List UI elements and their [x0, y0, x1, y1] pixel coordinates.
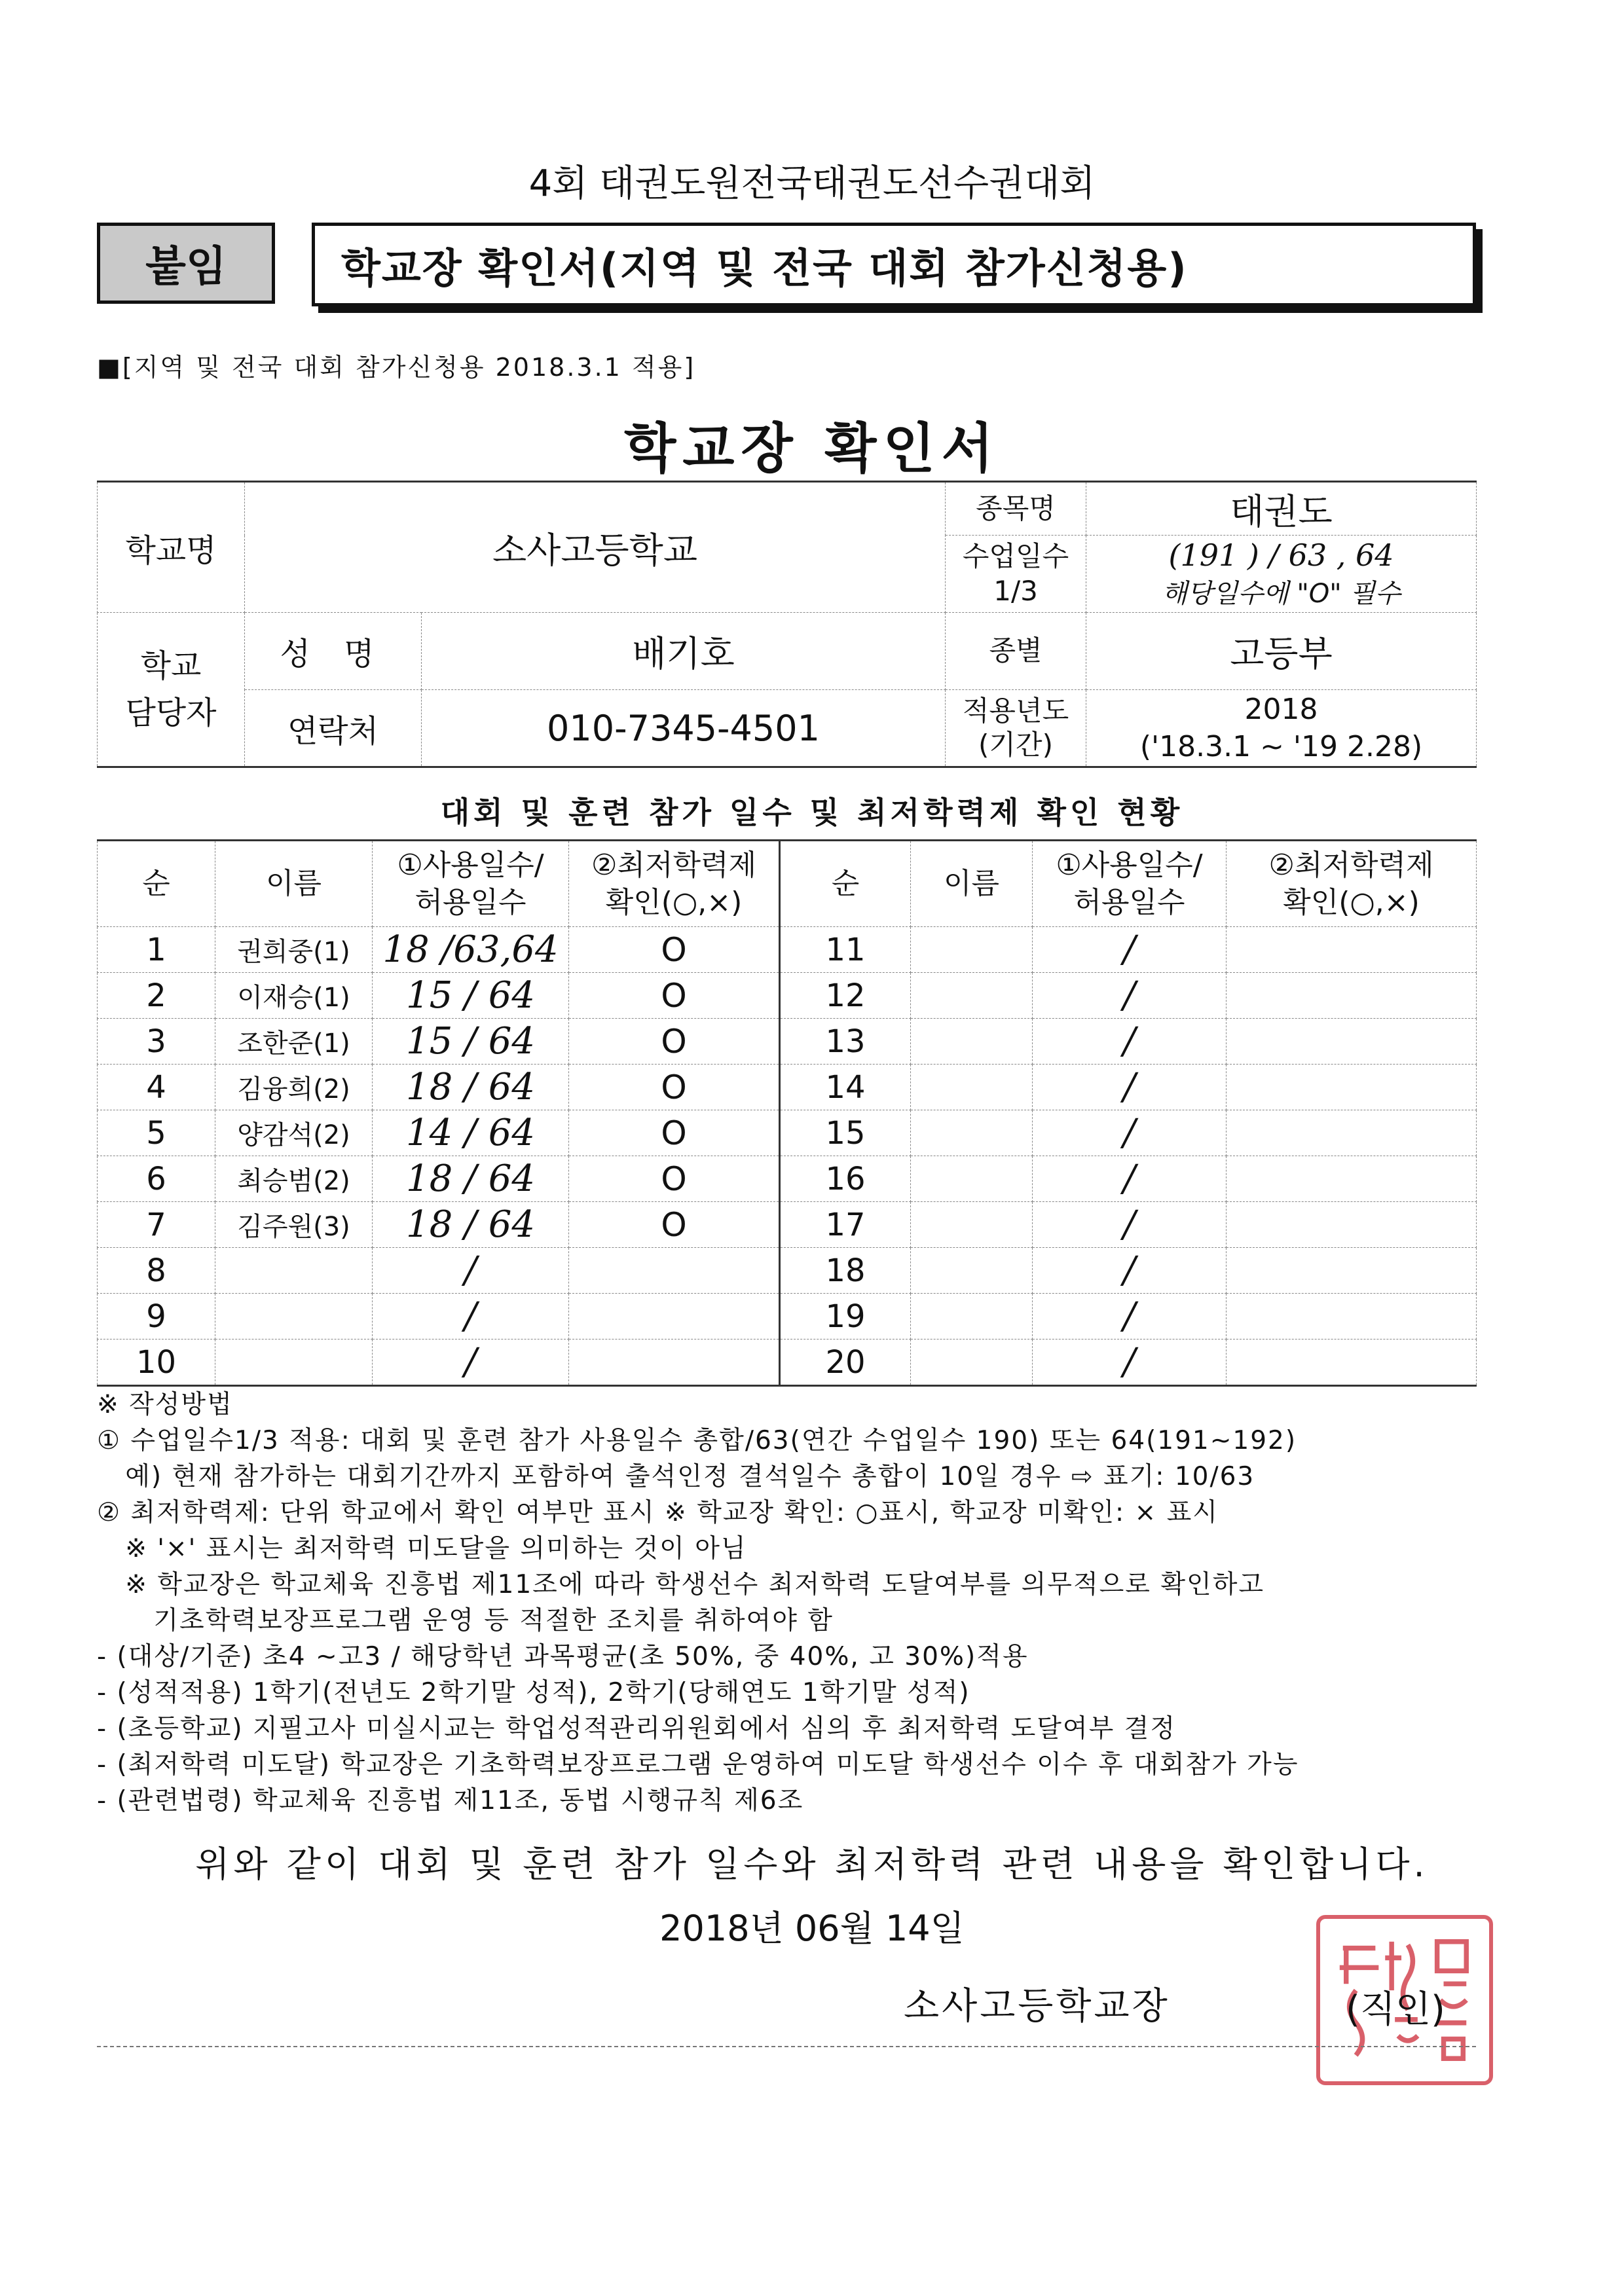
manager-label: [98, 613, 245, 767]
seal-label: (직인): [1346, 1988, 1445, 2031]
issue-date: 2018년 06월 14일: [659, 1908, 965, 1949]
row-used-days: /: [1033, 1019, 1227, 1065]
col-name-header-2: 이름: [911, 841, 1033, 927]
row-name: [911, 1339, 1033, 1386]
row-number: 5: [98, 1110, 215, 1156]
row-name: 조한준(1): [215, 1019, 373, 1065]
row-number: 20: [780, 1339, 911, 1386]
writing-method: [97, 1387, 1485, 1819]
row-number: 11: [780, 927, 911, 973]
method-line: - (대상/기준) 초4 ~고3 / 해당학년 과목평균(초 50%, 중 40%, 고 30%)적용: [97, 1642, 1029, 1671]
table-row: [98, 927, 1477, 973]
row-used-days: 14 / 64: [373, 1110, 569, 1156]
row-name: [215, 1248, 373, 1294]
roster-header-row: [98, 841, 1477, 927]
class-days-note: 해당일수에 "O" 필수: [1162, 579, 1401, 609]
sport-label: 종목명: [946, 482, 1086, 536]
col-used-header-2: 허용일수: [415, 886, 526, 919]
row-name: [911, 1156, 1033, 1202]
row-confirm: [1227, 1248, 1477, 1294]
method-line: - (관련법령) 학교체육 진흥법 제11조, 동법 시행규칙 제6조: [97, 1786, 804, 1815]
row-confirm: [1227, 973, 1477, 1019]
row-number: 16: [780, 1156, 911, 1202]
row-confirm: [1227, 1202, 1477, 1248]
method-line: ② 최저학력제: 단위 학교에서 확인 여부만 표시 ※ 학교장 확인: ○표시, 학교장 미확인: × 표시: [97, 1498, 1219, 1527]
row-confirm: [569, 1294, 780, 1339]
row-number: 18: [780, 1248, 911, 1294]
method-line: - (최저학력 미도달) 학교장은 기초학력보장프로그램 운영하여 미도달 학생선수 이수 후 대회참가 가능: [97, 1750, 1299, 1779]
table-row: [98, 1248, 1477, 1294]
row-number: 6: [98, 1156, 215, 1202]
class-days-value-cell: [1086, 536, 1477, 613]
year-value: 2018: [1244, 692, 1318, 726]
contact-label: 연락처: [245, 690, 422, 767]
row-confirm: [1227, 1110, 1477, 1156]
table-row: [98, 1065, 1477, 1110]
row-used-days: /: [373, 1339, 569, 1386]
row-confirm: O: [569, 1202, 780, 1248]
row-number: 4: [98, 1065, 215, 1110]
row-used-days: /: [1033, 1339, 1227, 1386]
year-value-cell: [1086, 690, 1477, 767]
school-label: 학교명: [98, 482, 245, 613]
table-row: [98, 1339, 1477, 1386]
class-days-value: (191 ) / 63 , 64: [1168, 538, 1394, 573]
method-line: ① 수업일수1/3 적용: 대회 및 훈련 참가 사용일수 총합/63(연간 수업일수 190) 또는 64(191~192): [97, 1426, 1297, 1455]
method-line: ※ 학교장은 학교체육 진흥법 제11조에 따라 학생선수 최저학력 도달여부를 의무적으로 확인하고: [97, 1570, 1265, 1599]
notice-text: ■[지역 및 전국 대회 참가신청용 2018.3.1 적용]: [97, 353, 696, 382]
roster-subtitle: 대회 및 훈련 참가 일수 및 최저학력제 확인 현황: [440, 795, 1184, 830]
row-confirm: [1227, 1065, 1477, 1110]
col-used-header-2col-2: 허용일수: [1073, 886, 1185, 919]
year-label: [946, 690, 1086, 767]
row-number: 19: [780, 1294, 911, 1339]
row-confirm: O: [569, 1110, 780, 1156]
main-title: 학교장 확인서: [624, 418, 1000, 480]
row-used-days: 18 / 64: [373, 1202, 569, 1248]
row-number: 8: [98, 1248, 215, 1294]
col-conf-header-1: ②최저학력제: [591, 848, 756, 882]
col-no-header-2: 순: [780, 841, 911, 927]
row-confirm: O: [569, 1065, 780, 1110]
row-name: [215, 1294, 373, 1339]
row-number: 14: [780, 1065, 911, 1110]
row-name: 양감석(2): [215, 1110, 373, 1156]
table-row: [98, 1202, 1477, 1248]
row-used-days: 18 / 64: [373, 1156, 569, 1202]
row-number: 12: [780, 973, 911, 1019]
col-used-header: [373, 841, 569, 927]
name-value: 배기호: [422, 613, 946, 690]
row-name: 최승범(2): [215, 1156, 373, 1202]
row-number: 3: [98, 1019, 215, 1065]
closing-statement: 위와 같이 대회 및 훈련 참가 일수와 최저학력 관련 내용을 확인합니다.: [195, 1844, 1429, 1885]
row-confirm: O: [569, 1156, 780, 1202]
row-confirm: [1227, 1339, 1477, 1386]
row-used-days: 15 / 64: [373, 973, 569, 1019]
method-line: ※ '×' 표시는 최저학력 미도달을 의미하는 것이 아님: [97, 1534, 747, 1563]
attachment-label: 붙임: [97, 223, 275, 304]
row-number: 2: [98, 973, 215, 1019]
year-label-1: 적용년도: [962, 694, 1069, 727]
row-name: 김주원(3): [215, 1202, 373, 1248]
row-name: [911, 1019, 1033, 1065]
row-confirm: [1227, 1019, 1477, 1065]
row-number: 9: [98, 1294, 215, 1339]
manager-label-2: 담당자: [125, 695, 217, 731]
row-used-days: /: [1033, 1248, 1227, 1294]
row-used-days: /: [1033, 1110, 1227, 1156]
col-conf-header-2col: [1227, 841, 1477, 927]
table-row: [98, 973, 1477, 1019]
col-no-header: 순: [98, 841, 215, 927]
row-number: 7: [98, 1202, 215, 1248]
contact-value: 010-7345-4501: [422, 690, 946, 767]
division-value: 고등부: [1086, 613, 1477, 690]
name-label: 성 명: [245, 613, 422, 690]
col-used-header-2col: [1033, 841, 1227, 927]
row-used-days: /: [1033, 1202, 1227, 1248]
class-days-label: [946, 536, 1086, 613]
row-name: 김융희(2): [215, 1065, 373, 1110]
row-confirm: [1227, 927, 1477, 973]
table-row: [98, 1156, 1477, 1202]
row-number: 17: [780, 1202, 911, 1248]
school-value: 소사고등학교: [245, 482, 946, 613]
row-number: 15: [780, 1110, 911, 1156]
row-name: [911, 1294, 1033, 1339]
row-confirm: O: [569, 927, 780, 973]
row-name: 권희중(1): [215, 927, 373, 973]
row-confirm: [1227, 1294, 1477, 1339]
method-line: - (성적적용) 1학기(전년도 2학기말 성적), 2학기(당해연도 1학기말 성적): [97, 1678, 970, 1707]
row-number: 10: [98, 1339, 215, 1386]
col-name-header: 이름: [215, 841, 373, 927]
row-used-days: /: [1033, 973, 1227, 1019]
period-value: ('18.3.1 ~ '19 2.28): [1139, 730, 1423, 763]
class-days-label-1: 수업일수: [962, 540, 1069, 572]
row-used-days: /: [373, 1248, 569, 1294]
principal-name: 소사고등학교장: [904, 1985, 1170, 2028]
row-number: 1: [98, 927, 215, 973]
row-number: 13: [780, 1019, 911, 1065]
sport-value: 태권도: [1086, 482, 1477, 536]
col-conf-header-2: 확인(○,×): [605, 886, 743, 919]
row-name: 이재승(1): [215, 973, 373, 1019]
row-name: [911, 1202, 1033, 1248]
method-line: 예) 현재 참가하는 대회기간까지 포함하여 출석인정 결석일수 총합이 10일 경우 ⇨ 표기: 10/63: [97, 1462, 1255, 1491]
table-row: [98, 1294, 1477, 1339]
table-row: [98, 1019, 1477, 1065]
col-conf-header-2col-2: 확인(○,×): [1283, 886, 1420, 919]
method-line: 기초학력보장프로그램 운영 등 적절한 조치를 취하여야 함: [97, 1606, 834, 1635]
manager-label-1: 학교: [140, 647, 202, 684]
col-used-header-2col-1: ①사용일수/: [1056, 848, 1203, 882]
row-confirm: [1227, 1156, 1477, 1202]
row-confirm: [569, 1248, 780, 1294]
row-name: [911, 1065, 1033, 1110]
row-used-days: /: [1033, 1294, 1227, 1339]
form-title: 학교장 확인서(지역 및 전국 대회 참가신청용): [312, 223, 1476, 306]
row-confirm: [569, 1339, 780, 1386]
row-used-days: /: [1033, 1065, 1227, 1110]
row-used-days: /: [1033, 1156, 1227, 1202]
school-info-table: [97, 481, 1477, 768]
col-conf-header-2col-1: ②최저학력제: [1268, 848, 1434, 882]
method-line: - (초등학교) 지필고사 미실시교는 학업성적관리위원회에서 심의 후 최저학력 도달여부 결정: [97, 1714, 1177, 1743]
row-name: [215, 1339, 373, 1386]
class-days-label-2: 1/3: [993, 574, 1038, 607]
row-used-days: 18 / 64: [373, 1065, 569, 1110]
row-used-days: 18 /63,64: [373, 927, 569, 973]
row-used-days: 15 / 64: [373, 1019, 569, 1065]
table-row: [98, 1110, 1477, 1156]
event-title: 4회 태권도원전국태권도선수권대회: [528, 162, 1096, 205]
row-confirm: O: [569, 1019, 780, 1065]
bottom-divider: [97, 2046, 1476, 2047]
row-name: [911, 973, 1033, 1019]
col-used-header-1: ①사용일수/: [397, 848, 544, 882]
method-title: ※ 작성방법: [97, 1390, 233, 1419]
row-name: [911, 1110, 1033, 1156]
row-used-days: /: [373, 1294, 569, 1339]
year-label-2: (기간): [978, 729, 1053, 761]
col-conf-header: [569, 841, 780, 927]
row-used-days: /: [1033, 927, 1227, 973]
row-confirm: O: [569, 973, 780, 1019]
row-name: [911, 927, 1033, 973]
row-name: [911, 1248, 1033, 1294]
division-label: 종별: [946, 613, 1086, 690]
roster-table: [97, 839, 1477, 1387]
